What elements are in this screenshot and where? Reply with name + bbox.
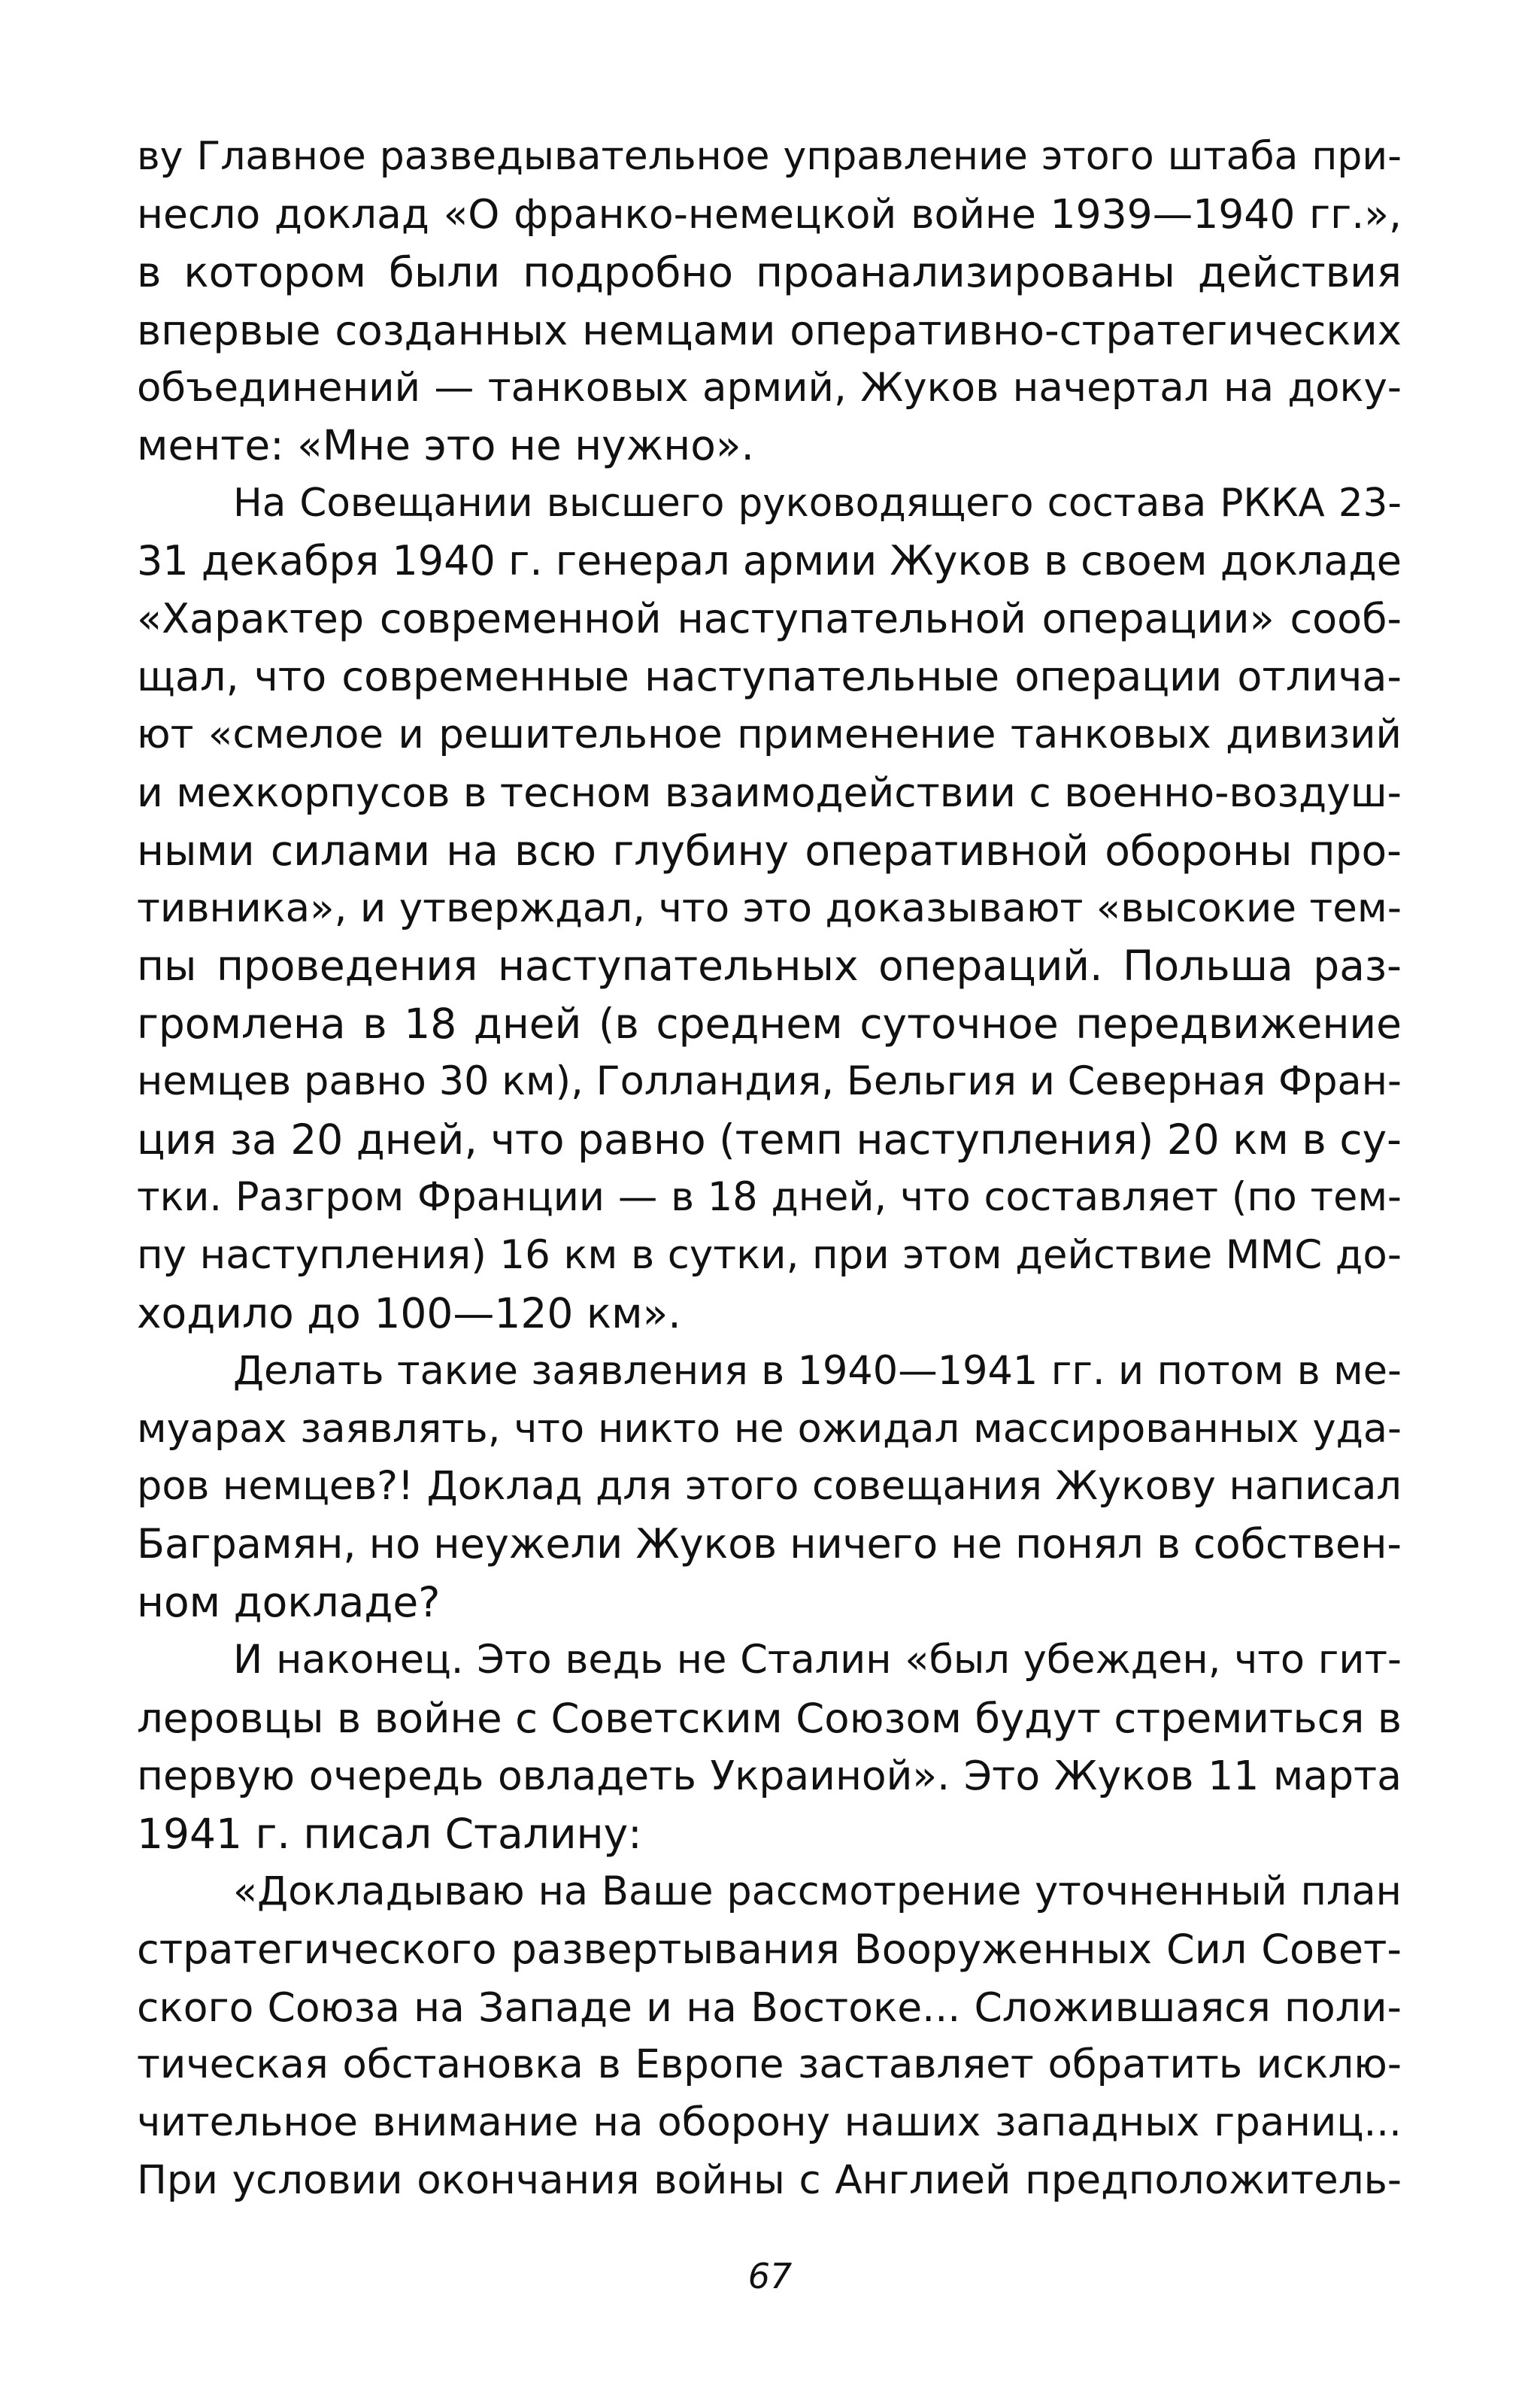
text-line: Баграмян, но неужели Жуков ничего не понял в собствен- bbox=[137, 1520, 1402, 1568]
text-line: «Докладываю на Ваше рассмотрение уточненный план bbox=[233, 1868, 1402, 1914]
text-line: леровцы в войне с Советским Союзом будут стремиться в bbox=[137, 1694, 1402, 1743]
text-line: «Характер современной наступательной операции» сооб- bbox=[137, 595, 1402, 643]
text-line: ция за 20 дней, что равно (темп наступления) 20 км в су- bbox=[137, 1115, 1402, 1164]
page-number: 67 bbox=[747, 2256, 793, 2296]
text-line: муарах заявлять, что никто не ожидал массированных уда- bbox=[137, 1405, 1402, 1452]
text-line: объединений — танковых армий, Жуков начертал на доку- bbox=[137, 364, 1402, 411]
text-line: и мехкорпусов в тесном взаимодействии с военно-воздуш- bbox=[137, 768, 1402, 816]
text-line: ву Главное разведывательное управление этого штаба при- bbox=[137, 134, 1402, 179]
text-line: щал, что современные наступательные операции отлича- bbox=[137, 653, 1402, 701]
text-line: менте: «Мне это не нужно». bbox=[137, 421, 754, 470]
body-text bbox=[137, 128, 1402, 2210]
text-line: Делать такие заявления в 1940—1941 гг. и потом в ме- bbox=[233, 1347, 1402, 1394]
text-line: На Совещании высшего руководящего состава РККА 23- bbox=[233, 481, 1402, 527]
text-line: тическая обстановка в Европе заставляет обратить исклю- bbox=[137, 2041, 1402, 2088]
text-line: несло доклад «О франко-немецкой войне 1939—1940 гг.», bbox=[137, 190, 1402, 238]
text-line: в котором были подробно проанализированы действия bbox=[137, 247, 1402, 296]
text-line: 1941 г. писал Сталину: bbox=[137, 1809, 642, 1858]
text-line: 31 декабря 1940 г. генерал армии Жуков в своем докладе bbox=[137, 537, 1402, 585]
text-line: ского Союза на Западе и на Востоке... Сложившаяся поли- bbox=[137, 1983, 1402, 2031]
text-line: ном докладе? bbox=[137, 1578, 441, 1627]
text-line: тивника», и утверждал, что это доказывают «высокие тем- bbox=[137, 885, 1402, 931]
text-line: пы проведения наступательных операций. Польша раз- bbox=[137, 942, 1402, 991]
text-line: ров немцев?! Доклад для этого совещания Жукову написал bbox=[137, 1463, 1402, 1510]
text-line: И наконец. Это ведь не Сталин «был убежден, что гит- bbox=[233, 1637, 1402, 1683]
text-line: При условии окончания войны с Англией предположитель- bbox=[137, 2157, 1402, 2204]
text-line: тки. Разгром Франции — в 18 дней, что составляет (по тем- bbox=[137, 1174, 1402, 1221]
text-line: первую очередь овладеть Украиной». Это Жуков 11 марта bbox=[137, 1751, 1402, 1799]
text-line: пу наступления) 16 км в сутки, при этом действие ММС до- bbox=[137, 1231, 1402, 1278]
text-line: ходило до 100—120 км». bbox=[137, 1289, 681, 1337]
text-line: впервые созданных немцами оперативно-стратегических bbox=[137, 305, 1402, 354]
text-line: ными силами на всю глубину оперативной обороны про- bbox=[137, 826, 1402, 875]
text-line: ют «смелое и решительное применение танковых дивизий bbox=[137, 711, 1402, 757]
text-line: громлена в 18 дней (в среднем суточное передвижение bbox=[137, 1000, 1402, 1049]
text-line: немцев равно 30 км), Голландия, Бельгия и Северная Фран- bbox=[137, 1058, 1402, 1105]
text-line: стратегического развертывания Вооруженных Сил Совет- bbox=[137, 1925, 1402, 1973]
text-line: чительное внимание на оборону наших западных границ... bbox=[137, 2099, 1402, 2146]
